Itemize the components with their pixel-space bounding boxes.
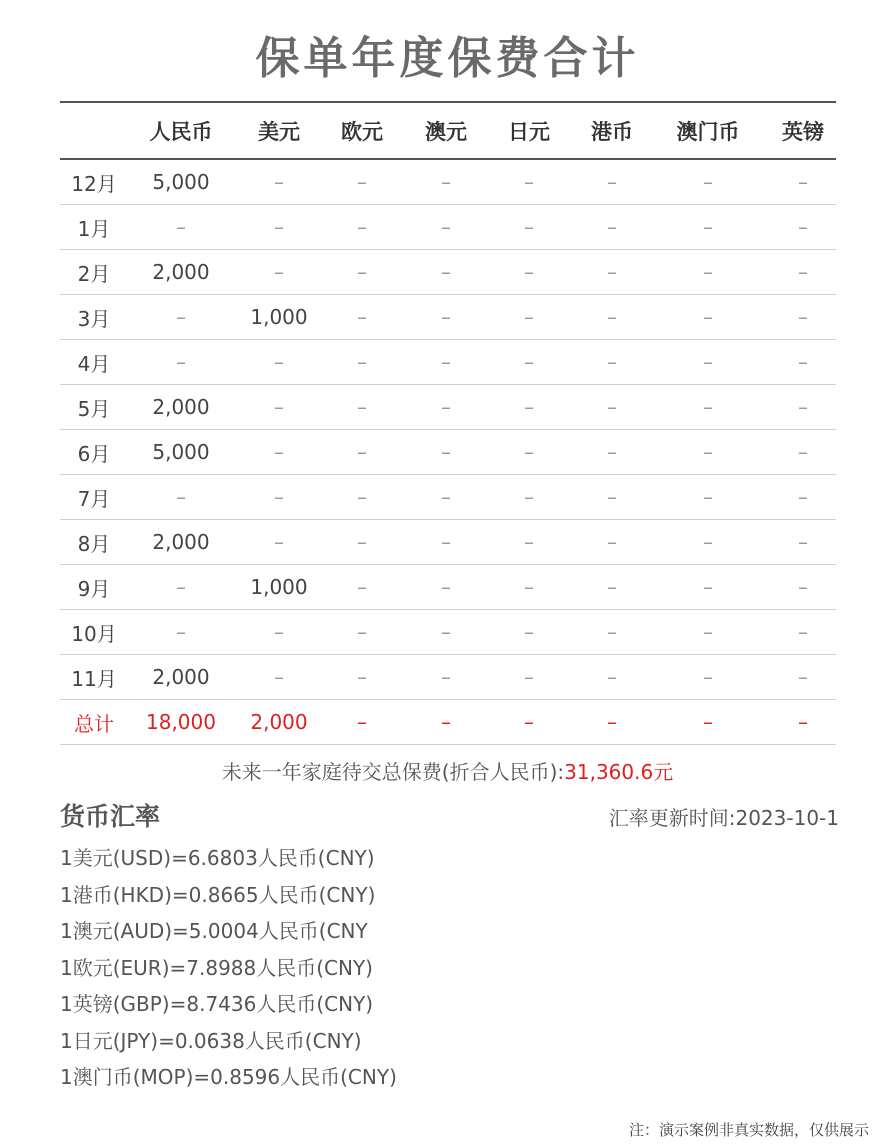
value-cell: –: [357, 395, 367, 419]
value-cell: –: [798, 665, 808, 689]
month-cell: 8月: [77, 531, 111, 556]
value-cell: –: [798, 485, 808, 509]
exchange-rate-item: 1港币(HKD)=0.8665人民币(CNY): [60, 882, 376, 907]
value-cell: –: [524, 575, 534, 599]
table-row: [60, 340, 836, 385]
exchange-rates-title: 货币汇率: [60, 802, 161, 831]
header-cell-usd: 美元: [258, 119, 300, 144]
value-cell: –: [607, 530, 617, 554]
value-cell: –: [357, 260, 367, 284]
value-cell: –: [607, 575, 617, 599]
table-row: [60, 430, 836, 475]
value-cell: –: [357, 215, 367, 239]
table-row: [60, 295, 836, 340]
table-header-row: [60, 103, 836, 160]
header-cell-gbp: 英镑: [782, 119, 824, 144]
value-cell: –: [524, 665, 534, 689]
value-cell: –: [798, 350, 808, 374]
value-cell: –: [357, 170, 367, 194]
value-cell: –: [607, 440, 617, 464]
value-cell: –: [441, 530, 451, 554]
value-cell: –: [703, 350, 713, 374]
value-cell: –: [798, 170, 808, 194]
value-cell: –: [441, 665, 451, 689]
table-row: [60, 520, 836, 565]
value-cell: –: [274, 485, 284, 509]
value-cell: –: [441, 575, 451, 599]
table-row: [60, 610, 836, 655]
month-cell: 12月: [71, 171, 117, 196]
value-cell: –: [607, 215, 617, 239]
value-cell: –: [524, 260, 534, 284]
value-cell: –: [703, 440, 713, 464]
table-row: [60, 250, 836, 295]
value-cell: –: [524, 305, 534, 329]
value-cell: –: [176, 485, 186, 509]
value-cell: –: [274, 440, 284, 464]
value-cell: –: [441, 440, 451, 464]
total-cell: –: [798, 710, 808, 734]
value-cell: –: [524, 485, 534, 509]
value-cell: –: [703, 575, 713, 599]
value-cell: –: [274, 620, 284, 644]
exchange-rate-item: 1日元(JPY)=0.0638人民币(CNY): [60, 1028, 362, 1053]
value-cell: –: [274, 530, 284, 554]
value-cell: –: [524, 170, 534, 194]
disclaimer-note: 注：演示案例非真实数据，仅供展示: [628, 1121, 869, 1139]
value-cell: –: [441, 485, 451, 509]
value-cell: –: [798, 215, 808, 239]
value-cell: –: [524, 440, 534, 464]
value-cell: –: [274, 215, 284, 239]
value-cell: –: [524, 395, 534, 419]
value-cell: –: [703, 260, 713, 284]
month-cell: 10月: [71, 621, 117, 646]
month-cell: 9月: [77, 576, 111, 601]
value-cell: –: [441, 215, 451, 239]
total-cell: –: [357, 710, 367, 734]
value-cell: –: [798, 620, 808, 644]
exchange-rates-list: [60, 840, 397, 1096]
total-cell: 2,000: [250, 710, 308, 734]
premium-table: [60, 101, 836, 745]
value-cell: –: [607, 260, 617, 284]
summary-label: 未来一年家庭待交总保费(折合人民币):: [221, 760, 565, 784]
month-cell: 2月: [77, 261, 111, 286]
table-total-row: [60, 700, 836, 745]
value-cell: –: [524, 215, 534, 239]
value-cell: –: [607, 485, 617, 509]
value-cell: –: [441, 395, 451, 419]
exchange-rate-item: 1澳门币(MOP)=0.8596人民币(CNY): [60, 1065, 397, 1089]
total-label: 总计: [74, 711, 114, 736]
table-row: [60, 385, 836, 430]
value-cell: –: [798, 260, 808, 284]
value-cell: –: [607, 350, 617, 374]
value-cell: 5,000: [152, 440, 210, 464]
page-title: 保单年度保费合计: [255, 33, 640, 84]
value-cell: –: [703, 620, 713, 644]
total-cell: –: [441, 710, 451, 734]
value-cell: –: [357, 485, 367, 509]
value-cell: 1,000: [250, 575, 308, 599]
value-cell: 2,000: [152, 395, 210, 419]
value-cell: –: [607, 620, 617, 644]
total-cell: 18,000: [146, 710, 216, 734]
value-cell: –: [703, 530, 713, 554]
value-cell: 2,000: [152, 260, 210, 284]
header-cell-eur: 欧元: [341, 119, 383, 144]
value-cell: –: [274, 395, 284, 419]
value-cell: –: [703, 665, 713, 689]
value-cell: –: [798, 575, 808, 599]
value-cell: –: [357, 350, 367, 374]
value-cell: –: [798, 305, 808, 329]
value-cell: –: [274, 350, 284, 374]
value-cell: –: [703, 485, 713, 509]
month-cell: 11月: [71, 666, 117, 691]
header-cell-aud: 澳元: [425, 119, 467, 144]
month-cell: 4月: [77, 351, 111, 376]
value-cell: –: [798, 440, 808, 464]
value-cell: –: [357, 620, 367, 644]
value-cell: –: [176, 215, 186, 239]
value-cell: –: [607, 395, 617, 419]
month-cell: 6月: [77, 441, 111, 466]
value-cell: –: [703, 170, 713, 194]
value-cell: –: [176, 350, 186, 374]
value-cell: –: [524, 350, 534, 374]
summary-value: 31,360.6元: [564, 760, 674, 784]
value-cell: –: [607, 665, 617, 689]
value-cell: –: [607, 305, 617, 329]
header-cell-cny: 人民币: [149, 119, 213, 144]
total-premium-summary: [0, 756, 895, 785]
value-cell: –: [703, 215, 713, 239]
exchange-rate-item: 1英镑(GBP)=8.7436人民币(CNY): [60, 992, 374, 1016]
value-cell: –: [357, 665, 367, 689]
total-cell: –: [524, 710, 534, 734]
month-cell: 3月: [77, 306, 111, 331]
value-cell: –: [798, 395, 808, 419]
table-row: [60, 475, 836, 520]
value-cell: –: [357, 530, 367, 554]
value-cell: 2,000: [152, 665, 210, 689]
header-cell-jpy: 日元: [508, 119, 550, 144]
value-cell: –: [274, 170, 284, 194]
value-cell: –: [441, 260, 451, 284]
value-cell: –: [703, 305, 713, 329]
value-cell: –: [176, 620, 186, 644]
table-row: [60, 205, 836, 250]
exchange-rate-item: 1欧元(EUR)=7.8988人民币(CNY): [60, 955, 373, 980]
value-cell: –: [441, 350, 451, 374]
value-cell: 2,000: [152, 530, 210, 554]
value-cell: –: [176, 575, 186, 599]
exchange-rates-updated: 汇率更新时间:2023-10-1: [608, 806, 839, 830]
header-cell-hkd: 港币: [591, 119, 633, 144]
value-cell: –: [441, 305, 451, 329]
table-row: [60, 160, 836, 205]
value-cell: –: [441, 170, 451, 194]
value-cell: –: [607, 170, 617, 194]
month-cell: 7月: [77, 486, 111, 511]
month-cell: 5月: [77, 396, 111, 421]
value-cell: –: [176, 305, 186, 329]
value-cell: –: [357, 440, 367, 464]
value-cell: –: [357, 575, 367, 599]
value-cell: –: [524, 530, 534, 554]
header-cell-month: [60, 103, 128, 158]
value-cell: –: [524, 620, 534, 644]
value-cell: –: [357, 305, 367, 329]
value-cell: –: [703, 395, 713, 419]
table-body: [60, 160, 836, 700]
value-cell: –: [798, 530, 808, 554]
exchange-rate-item: 1美元(USD)=6.6803人民币(CNY): [60, 846, 375, 870]
value-cell: 1,000: [250, 305, 308, 329]
value-cell: –: [274, 665, 284, 689]
value-cell: –: [274, 260, 284, 284]
table-row: [60, 655, 836, 700]
total-cell: –: [703, 710, 713, 734]
total-cell: –: [607, 710, 617, 734]
exchange-rate-item: 1澳元(AUD)=5.0004人民币(CNY: [60, 919, 368, 943]
table-row: [60, 565, 836, 610]
month-cell: 1月: [77, 216, 111, 241]
value-cell: 5,000: [152, 170, 210, 194]
header-cell-mop: 澳门币: [676, 119, 740, 144]
value-cell: –: [441, 620, 451, 644]
